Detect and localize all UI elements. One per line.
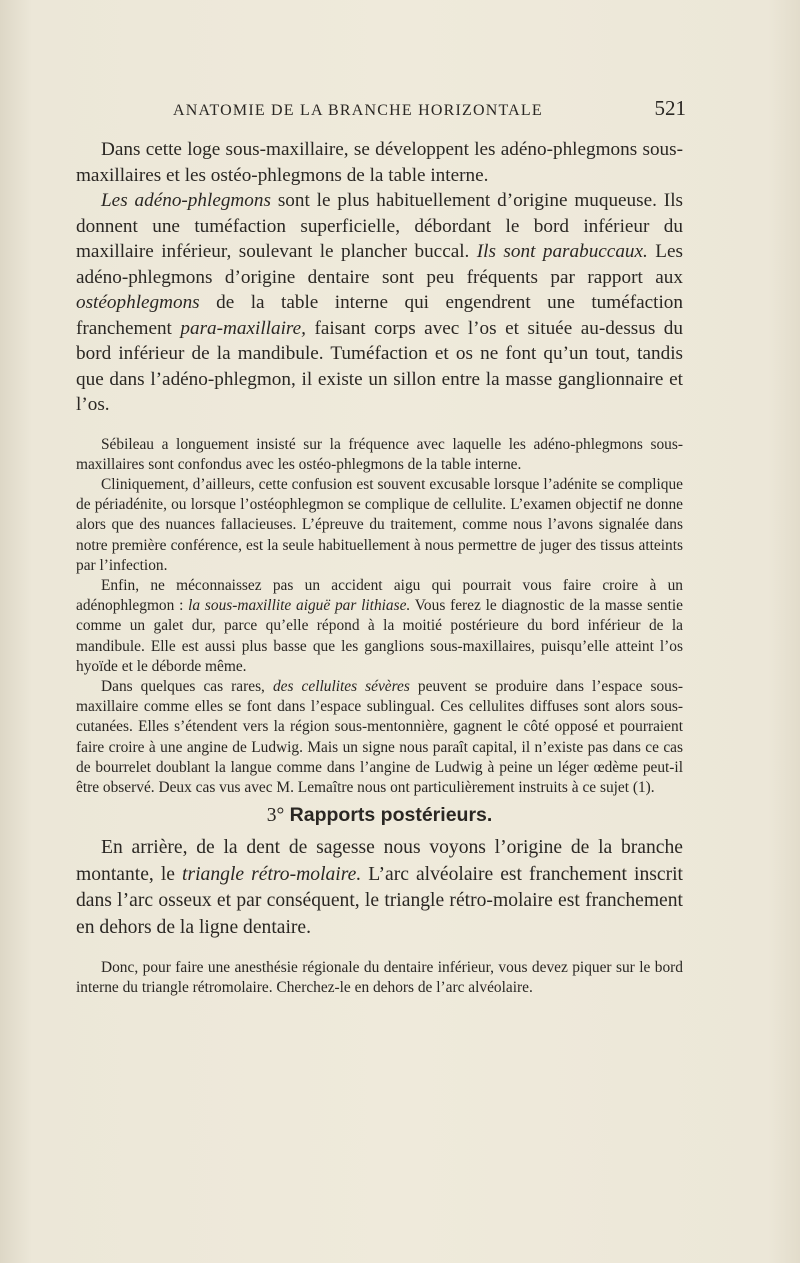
paragraph-cellulites [76, 677, 683, 798]
paragraph-cliniquement: Cliniquement, d’ailleurs, cette confusion est souvent excusable lorsque l’adénite se complique de périadénite, ou lorsque l’ostéophlegmon se complique de cellulite. L’examen objectif ne donne alors que des nuances fallacieuses. L’épreuve du traitement, comme nous l’avons signalée dans notre première conférence, est la seule habituellement à nous permettre de juger des tissus atteints par l’infection. [76, 475, 683, 574]
page-body [76, 137, 683, 999]
paragraph-adeno-phlegmons [76, 188, 683, 418]
text-run: L’arc alvéolaire est franchement inscrit dans l’arc osseux et par conséquent, le triangle rétro-molaire est franchement en dehors de la ligne dentaire. [76, 863, 683, 938]
text-run: de la table interne qui engendrent une tuméfaction franchement [76, 292, 683, 339]
italic-term: para-maxillaire, [180, 317, 306, 339]
small-print-block-1 [76, 435, 683, 799]
italic-term: Les adéno-phlegmons [101, 190, 271, 211]
italic-term: des cellulites sévères [272, 677, 410, 695]
small-print-block-2 [76, 958, 683, 998]
paragraph-sebileau: Sébileau a longuement insisté sur la fréquence avec laquelle les adéno-phlegmons sous-maxillaires sont confondus avec les ostéo-phlegmons de la table interne. [76, 435, 683, 473]
section-heading [76, 804, 683, 827]
italic-term: la sous-maxillite aiguë par lithiase. [188, 597, 411, 615]
text-run: Vous ferez le diagnostic de la masse sentie comme un galet dur, parce qu’elle répond à la moitié postérieure du bord inférieur de la mandibule. Elle est aussi plus basse que les ganglions sous-maxillaires, puisqu’elle atteint l’os hyoïde et le déborde même. [76, 597, 683, 675]
paragraph-loge: Dans cette loge sous-maxillaire, se développent les adéno-phlegmons sous-maxillaires et les ostéo-phlegmons de la table interne. [76, 139, 683, 186]
text-run: Enfin, ne méconnaissez pas un accident aigu qui pourrait vous faire croire à un adénophlegmon : [76, 576, 683, 615]
running-header [173, 96, 686, 121]
italic-term: triangle rétro-molaire. [182, 863, 362, 885]
running-title: ANATOMIE DE LA BRANCHE HORIZONTALE [173, 102, 543, 119]
section-number: 3° [266, 805, 285, 827]
italic-term: ostéophlegmons [76, 292, 200, 313]
text-run: peuvent se produire dans l’espace sous-maxillaire comme elles se font dans l’espace sublingual. Ces cellulites diffuses sont alors sous-cutanées. Elles s’étendent vers la région sous-mentonnière, gagnent le côté opposé et pourraient faire croire à une angine de Ludwig. Mais un signe nous paraît capital, il n’existe pas dans ce cas de bourrelet doublant la langue comme dans l’angine de Ludwig à peine un léger œdème peut-il être observé. Deux cas vus avec M. Lemaître nous ont particulièrement instruits à ce sujet (1). [76, 677, 683, 796]
paragraph-enfin [76, 576, 683, 677]
text-run: sont le plus habituellement d’origine muqueuse. Ils donnent une tuméfaction superficielle, débordant le bord inférieur du maxillaire inférieur, soulevant le plancher buccal. [76, 190, 683, 262]
text-run: En arrière, de la dent de sagesse nous voyons l’origine de la branche montante, le [76, 837, 683, 885]
text-run: Dans quelques cas rares, [101, 677, 273, 695]
page-number: 521 [654, 96, 686, 120]
text-run: faisant corps avec l’os et située au-dessus du bord inférieur de la mandibule. Tuméfaction et os ne font qu’un tout, tandis que dans l’adéno-phlegmon, il existe un sillon entre la masse ganglionnaire et l’os. [76, 317, 683, 415]
text-run: Les adéno-phlegmons d’origine dentaire sont peu fréquents par rapport aux [76, 241, 683, 288]
italic-term: Ils sont parabuccaux. [476, 241, 648, 262]
main-text-block-1 [76, 137, 683, 418]
paragraph-donc: Donc, pour faire une anesthésie régionale du dentaire inférieur, vous devez piquer sur le bord interne du triangle rétromolaire. Cherchez-le en dehors de l’arc alvéolaire. [76, 959, 683, 997]
main-text-block-2 [76, 835, 683, 941]
section-title: Rapports postérieurs. [289, 804, 493, 827]
paragraph-en-arriere [76, 835, 683, 941]
